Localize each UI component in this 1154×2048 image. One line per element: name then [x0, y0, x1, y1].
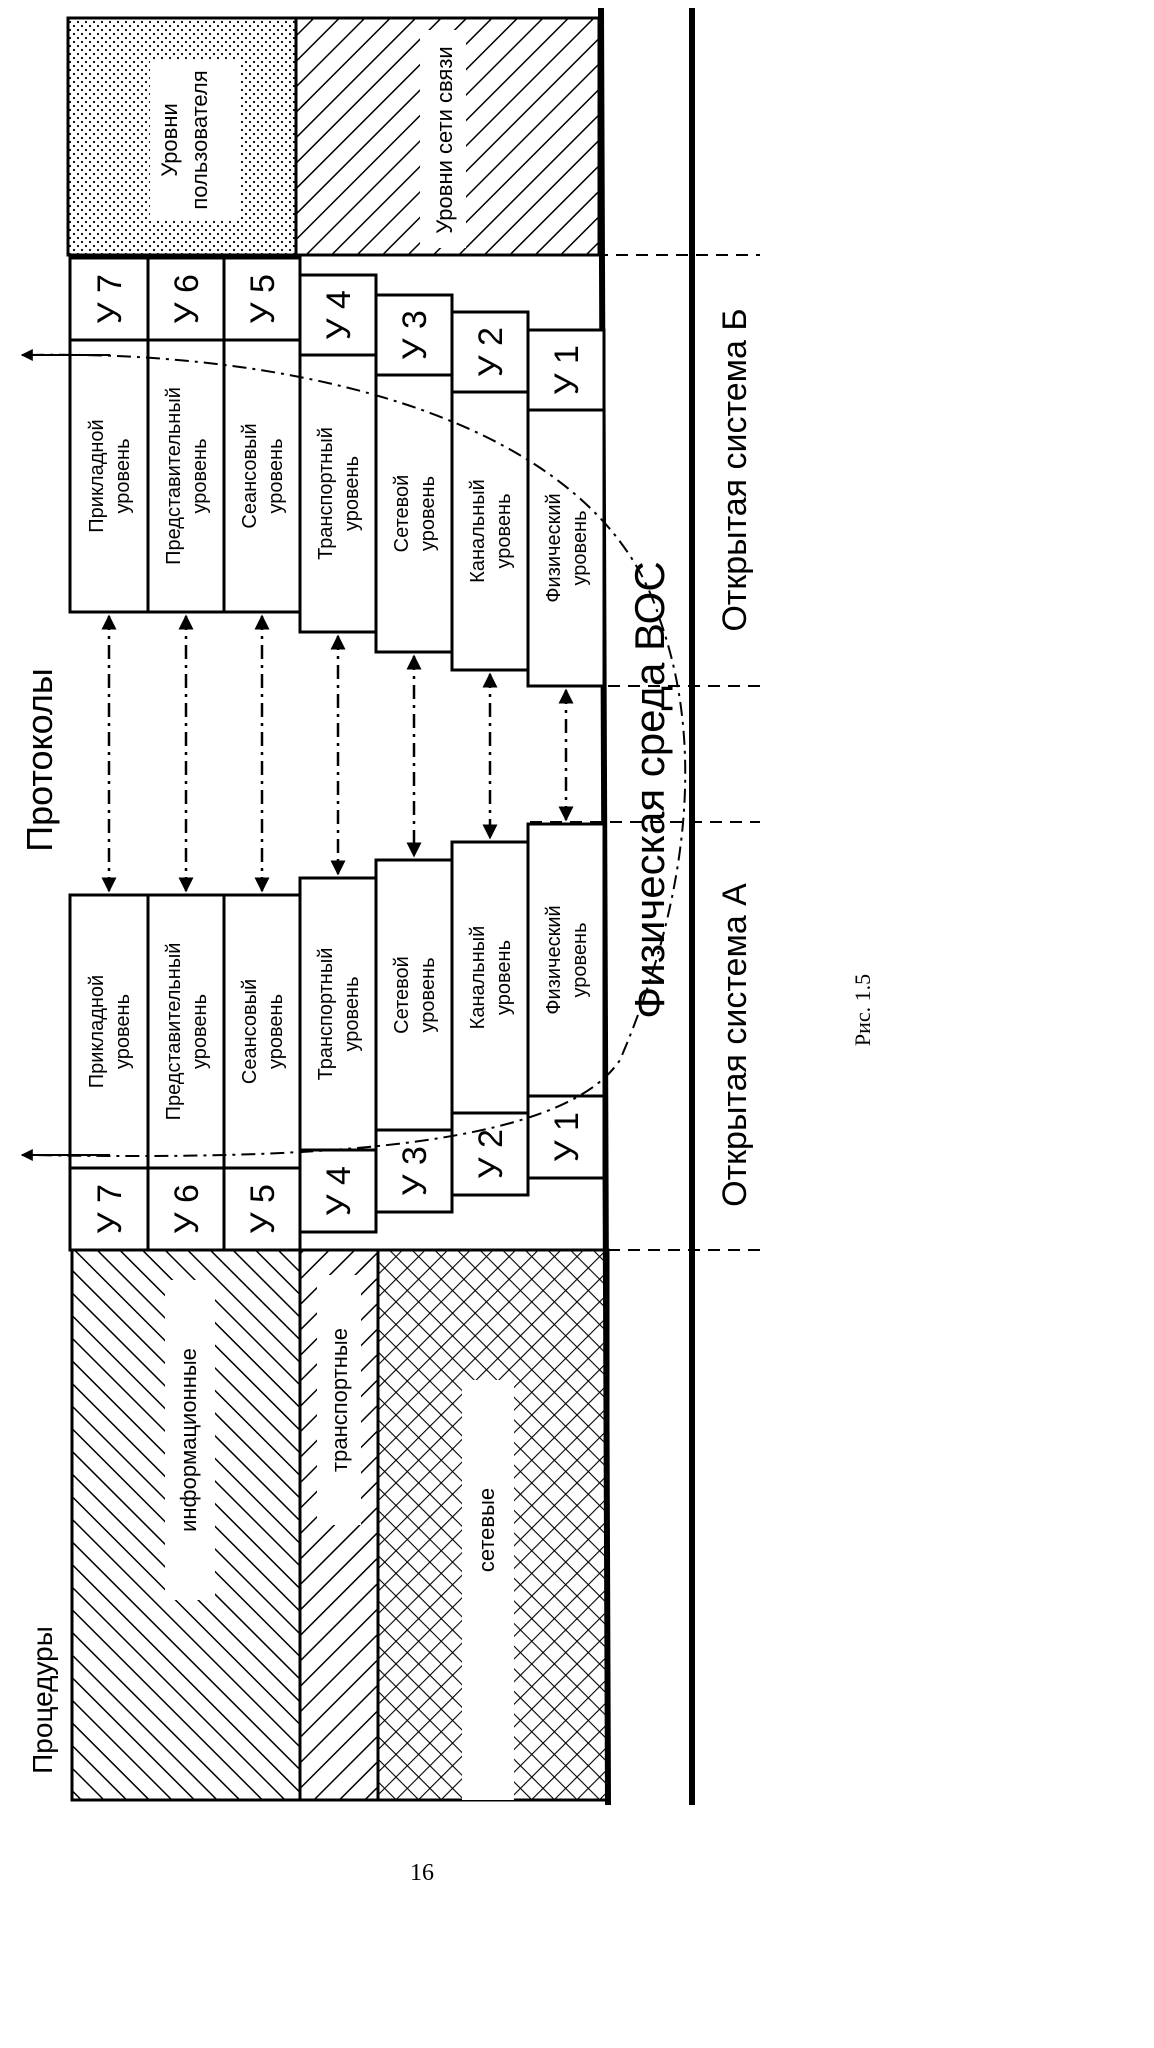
b-layer-code-6: У 6	[168, 274, 206, 324]
environment-label: Физическая среда ВОС	[626, 561, 673, 1019]
a-layer-name-2: Канальный	[467, 925, 489, 1030]
a-layer-name2-4: уровень	[341, 976, 363, 1052]
b-layer-name2-7: уровень	[112, 438, 134, 514]
system-a-label: Открытая система А	[716, 883, 754, 1207]
a-layer-name-4: Транспортный	[315, 947, 337, 1081]
system-a-stack	[70, 824, 604, 1250]
network-label-bg	[462, 1380, 514, 1800]
b-layer-code-7: У 7	[91, 274, 129, 324]
b-layer-name-7: Прикладной	[86, 419, 108, 533]
network-levels-label: Уровни сети связи	[432, 46, 457, 234]
b-layer-name2-4: уровень	[341, 455, 363, 532]
protocols-title: Протоколы	[19, 668, 60, 852]
a-layer-name-5: Сеансовый	[239, 978, 261, 1085]
a-layer-code-1: У 1	[548, 1112, 586, 1162]
a-layer-name2-6: уровень	[189, 993, 211, 1070]
a-layer-name2-1: уровень	[569, 922, 591, 998]
a-layer-name2-3: уровень	[417, 957, 439, 1033]
a-layer-code-3: У 3	[396, 1146, 434, 1196]
b-layer-code-2: У 2	[472, 327, 510, 377]
b-layer-code-1: У 1	[548, 345, 586, 395]
figure-caption: Рис. 1.5	[850, 973, 875, 1047]
procedures-label: Процедуры	[27, 1626, 58, 1774]
a-layer-name2-5: уровень	[265, 993, 287, 1070]
a-layer-name2-7: уровень	[112, 993, 134, 1070]
procedure-group-transport: транспортные	[327, 1328, 352, 1472]
b-layer-code-3: У 3	[396, 310, 434, 360]
b-layer-name-6: Представительный	[163, 387, 185, 565]
a-layer-name-6: Представительный	[163, 942, 185, 1121]
a-layer-name2-2: уровень	[493, 939, 515, 1016]
b-layer-name-2: Канальный	[467, 479, 489, 583]
b-layer-name2-6: уровень	[189, 438, 211, 514]
b-layer-code-4: У 4	[320, 290, 358, 340]
b-layer-name2-3: уровень	[417, 475, 439, 552]
b-layer-name-1: Физический	[543, 493, 565, 603]
procedure-group-network: сетевые	[474, 1487, 499, 1573]
a-layer-code-4: У 4	[320, 1166, 358, 1216]
user-levels-label-1: Уровни	[157, 103, 182, 177]
a-layer-name-7: Прикладной	[86, 974, 108, 1089]
a-layer-name-1: Физический	[543, 905, 565, 1015]
b-layer-code-5: У 5	[244, 274, 282, 324]
page-number: 16	[410, 1860, 434, 1886]
b-layer-name2-2: уровень	[493, 493, 515, 569]
b-layer-name-5: Сеансовый	[239, 423, 261, 529]
b-layer-name-4: Транспортный	[315, 427, 337, 560]
b-layer-name-3: Сетевой	[391, 474, 413, 553]
a-layer-code-5: У 5	[244, 1184, 282, 1234]
a-layer-code-6: У 6	[168, 1184, 206, 1234]
b-layer-name2-5: уровень	[265, 438, 287, 514]
procedure-group-info: информационные	[176, 1348, 201, 1532]
user-levels-label-2: пользователя	[187, 70, 212, 210]
system-b-label: Открытая система Б	[716, 308, 754, 632]
a-layer-code-7: У 7	[91, 1184, 129, 1234]
a-layer-name-3: Сетевой	[391, 956, 413, 1034]
b-layer-name2-1: уровень	[569, 510, 591, 586]
system-b-stack	[70, 258, 604, 686]
a-layer-code-2: У 2	[472, 1129, 510, 1179]
